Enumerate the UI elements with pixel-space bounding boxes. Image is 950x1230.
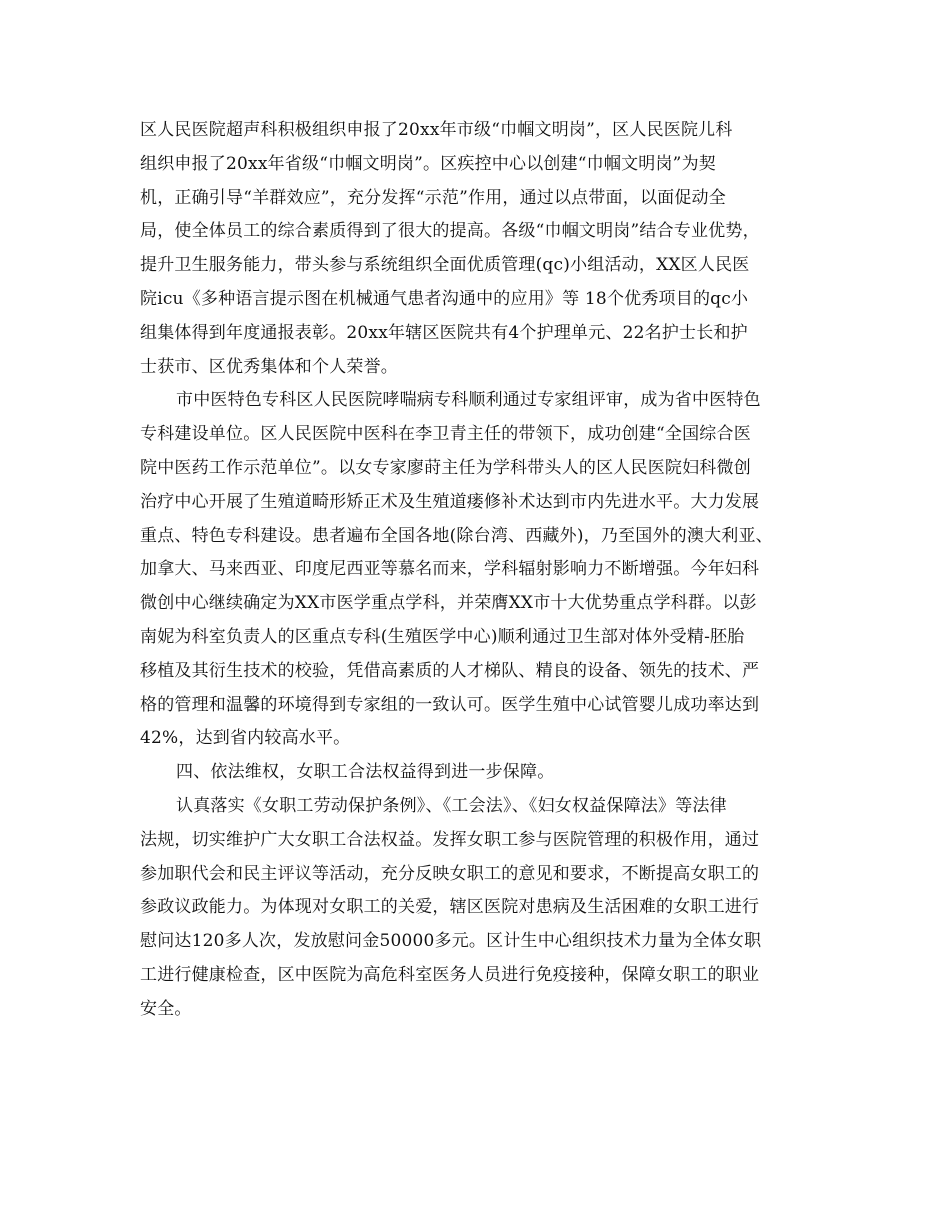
text-line: 四、依法维权，女职工合法权益得到进一步保障。 — [176, 762, 555, 783]
text-line: 42%，达到省内较高水平。 — [140, 728, 351, 749]
text-line: 安全。 — [140, 998, 192, 1019]
text-line: 院中医药工作示范单位”。以女专家廖莳主任为学科带头人的区人民医院妇科微创 — [140, 457, 751, 478]
text-line: 组集体得到年度通报表彰。20xx年辖区医院共有4个护理单元、22名护士长和护 — [140, 322, 748, 343]
text-line: 慰问达120多人次，发放慰问金50000多元。区计生中心组织技术力量为全体女职 — [140, 931, 762, 952]
text-line: 士获市、区优秀集体和个人荣誉。 — [140, 356, 398, 377]
text-line: 南妮为科室负责人的区重点专科(生殖医学中心)顺利通过卫生部对体外受精-胚胎 — [140, 626, 745, 647]
text-line: 工进行健康检查，区中医院为高危科室医务人员进行免疫接种，保障女职工的职业 — [140, 964, 760, 985]
text-line: 格的管理和温馨的环境得到专家组的一致认可。医学生殖中心试管婴儿成功率达到 — [140, 694, 760, 715]
text-line: 专科建设单位。区人民医院中医科在李卫青主任的带领下，成功创建“全国综合医 — [140, 424, 751, 445]
text-line: 认真落实《女职工劳动保护条例》、《工会法》、《妇女权益保障法》等法律 — [176, 795, 727, 816]
document-body — [140, 114, 830, 1027]
text-line: 移植及其衍生技术的校验，凭借高素质的人才梯队、精良的设备、领先的技术、严 — [140, 660, 760, 681]
text-line: 组织申报了20xx年省级“巾帼文明岗”。区疾控中心以创建“巾帼文明岗”为契 — [140, 153, 716, 174]
text-line: 参政议政能力。为体现对女职工的关爱，辖区医院对患病及生活困难的女职工进行 — [140, 897, 760, 918]
text-line: 区人民医院超声科积极组织申报了20xx年市级“巾帼文明岗”，区人民医院儿科 — [140, 120, 733, 140]
text-line: 治疗中心开展了生殖道畸形矫正术及生殖道瘘修补术达到市内先进水平。大力发展 — [140, 491, 760, 512]
text-line: 微创中心继续确定为XX市医学重点学科，并荣膺XX市十大优势重点学科群。以彭 — [140, 593, 757, 614]
text-line: 市中医特色专科区人民医院哮喘病专科顺利通过专家组评审，成为省中医特色 — [176, 390, 761, 411]
text-line: 参加职代会和民主评议等活动，充分反映女职工的意见和要求，不断提高女职工的 — [140, 863, 760, 884]
text-line: 局，使全体员工的综合素质得到了很大的提高。各级“巾帼文明岗”结合专业优势， — [140, 221, 760, 242]
text-line: 机，正确引导“羊群效应”，充分发挥“示范”作用，通过以点带面，以面促动全 — [140, 187, 726, 208]
text-line: 提升卫生服务能力，带头参与系统组织全面优质管理(qc)小组活动，XX区人民医 — [140, 255, 750, 276]
text-line: 加拿大、马来西亚、印度尼西亚等慕名而来，学科辐射影响力不断增强。今年妇科 — [140, 559, 760, 580]
text-line: 重点、特色专科建设。患者遍布全国各地(除台湾、西藏外)，乃至国外的澳大利亚、 — [140, 525, 773, 546]
text-line: 法规，切实维护广大女职工合法权益。发挥女职工参与医院管理的积极作用，通过 — [140, 829, 760, 850]
text-line: 院icu《多种语言提示图在机械通气患者沟通中的应用》等 18个优秀项目的qc小 — [140, 288, 749, 309]
